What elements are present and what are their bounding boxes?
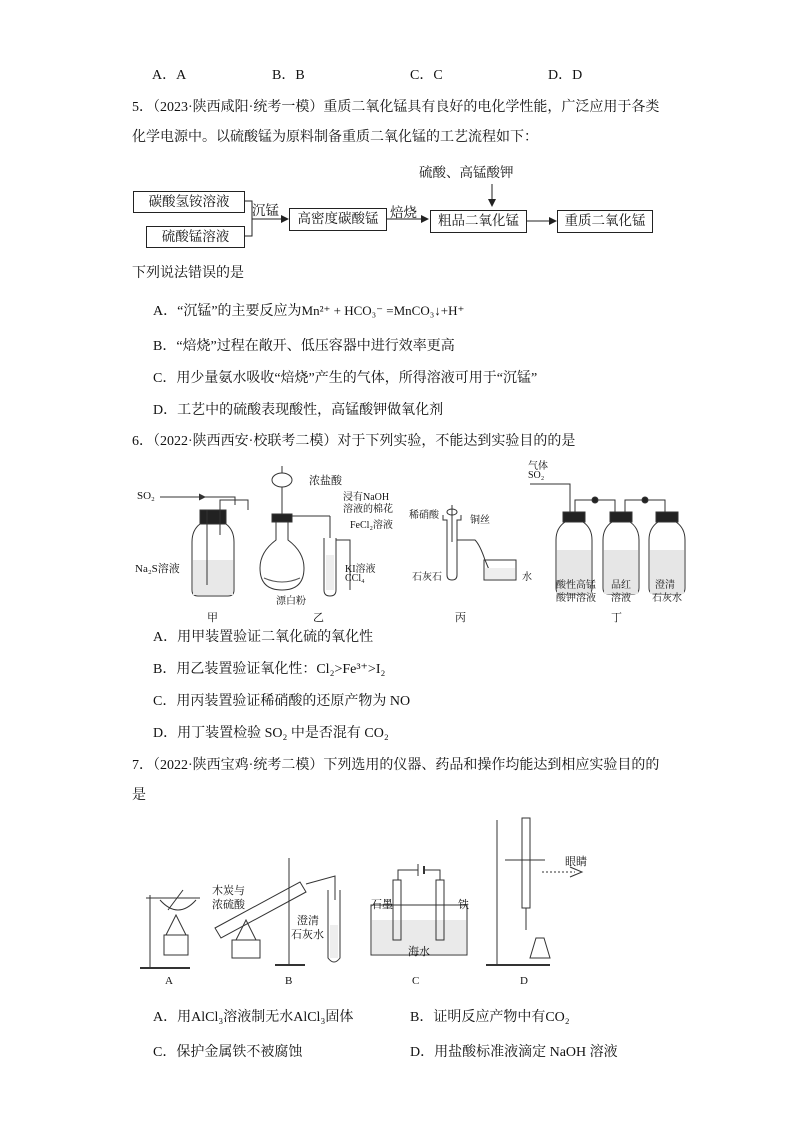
label-naoh-cotton-1: 浸有NaOH [343, 492, 390, 503]
q6-option-a: A．用甲装置验证二氧化硫的氧化性 [153, 630, 374, 645]
q5-option-a-equation: Mn²⁺ + HCO₃⁻ =MnCO₃↓+H⁺ [301, 303, 465, 318]
label-naoh-cotton-2: 溶液的棉花 [343, 504, 393, 515]
flow-reagent: 硫酸、高锰酸钾 [419, 165, 514, 180]
label-carbon-1: 木炭与 [212, 885, 245, 897]
q4-option-b: B．B [272, 68, 305, 83]
label-gas-so2: SO₂ [528, 470, 545, 481]
q6-option-b: B．用乙装置验证氧化性：Cl₂>Fe³⁺>I₂ [153, 662, 386, 677]
label-carbon-2: 浓硫酸 [212, 899, 245, 911]
label-ccl4: CCl₄ [345, 573, 365, 584]
label-ki: KI溶液 [345, 564, 376, 575]
q7-stem-line2: 是 [132, 788, 146, 803]
q4-option-a: A．A [152, 68, 187, 83]
q7-option-a: A．用AlCl₃溶液制无水AlCl₃固体 [153, 1010, 354, 1025]
label-dilute-hno3: 稀硝酸 [409, 510, 439, 521]
label-limewater-b-2: 石灰水 [291, 929, 324, 941]
label-gas: 气体 [528, 461, 548, 472]
label-limestone: 石灰石 [412, 572, 442, 583]
label-jia: 甲 [207, 612, 218, 624]
q7-option-b: B．证明反应产物中有CO₂ [410, 1010, 570, 1025]
flow-step-beishao: 焙烧 [390, 205, 417, 220]
label-q7-d: D [520, 975, 528, 987]
q4-option-c: C．C [410, 68, 443, 83]
label-bing: 丙 [455, 612, 466, 624]
label-seawater: 海水 [408, 946, 430, 958]
label-graphite: 石墨 [371, 899, 393, 911]
label-pinhong-2: 溶液 [611, 593, 631, 604]
q7-option-d: D．用盐酸标准液滴定 NaOH 溶液 [410, 1045, 618, 1060]
label-q7-b: B [285, 975, 293, 987]
label-water: 水 [522, 572, 532, 583]
q5-option-c: C．用少量氨水吸收“焙烧”产生的气体，所得溶液可用于“沉锰” [153, 371, 538, 386]
label-copper-wire: 铜丝 [470, 515, 490, 526]
label-yi: 乙 [313, 612, 324, 624]
flow-box-heavy-mno2: 重质二氧化锰 [557, 210, 653, 233]
q5-option-a-text: A．“沉锰”的主要反应为 [153, 304, 302, 319]
q6-stem: 6．（2022·陕西西安·校联考二模）对于下列实验，不能达到实验目的的是 [132, 434, 576, 449]
label-pinhong-1: 品红 [611, 580, 631, 591]
q5-option-b: B．“焙烧”过程在敞开、低压容器中进行效率更高 [153, 339, 455, 354]
label-limewater-b-1: 澄清 [297, 915, 319, 927]
label-ding: 丁 [611, 612, 622, 624]
q7-option-c: C．保护金属铁不被腐蚀 [153, 1045, 303, 1060]
label-q7-c: C [412, 975, 420, 987]
q7-stem-line1: 7．（2022·陕西宝鸡·统考二模）下列选用的仪器、药品和操作均能达到相应实验目的的 [132, 758, 660, 773]
label-kmno4-2: 酸钾溶液 [556, 593, 596, 604]
label-eye: 眼睛 [565, 856, 587, 868]
label-fecl2: FeCl₂溶液 [350, 520, 393, 531]
flow-box-mnco3: 高密度碳酸锰 [289, 208, 387, 231]
q6-option-d: D．用丁装置检验 SO₂ 中是否混有 CO₂ [153, 726, 389, 741]
q5-question: 下列说法错误的是 [132, 266, 244, 281]
label-iron: 铁 [458, 899, 469, 911]
q4-option-d: D．D [548, 68, 583, 83]
label-limewater-1: 澄清 [655, 580, 675, 591]
label-limewater-2: 石灰水 [652, 593, 682, 604]
label-na2s-solution: Na₂S溶液 [135, 563, 180, 575]
flow-box-mnso4: 硫酸锰溶液 [146, 226, 245, 248]
label-kmno4-1: 酸性高锰 [556, 580, 596, 591]
q6-option-c: C．用丙装置验证稀硝酸的还原产物为 NO [153, 694, 411, 709]
q5-stem-line2: 化学电源中。以硫酸锰为原料制备重质二氧化锰的工艺流程如下： [132, 130, 538, 145]
label-q7-a: A [165, 975, 173, 987]
flow-step-chenmeng: 沉锰 [252, 203, 279, 218]
q5-stem-line1: 5．（2023·陕西咸阳·统考一模）重质二氧化锰具有良好的电化学性能，广泛应用于各类 [132, 100, 660, 115]
label-conc-hcl: 浓盐酸 [309, 475, 342, 487]
q5-option-d: D．工艺中的硫酸表现酸性，高锰酸钾做氧化剂 [153, 403, 444, 418]
flow-box-crude-mno2: 粗品二氧化锰 [430, 210, 527, 233]
flow-box-nh4hco3: 碳酸氢铵溶液 [133, 191, 245, 213]
label-bleach: 漂白粉 [276, 596, 306, 607]
label-so2-inlet: SO₂ [137, 490, 155, 502]
